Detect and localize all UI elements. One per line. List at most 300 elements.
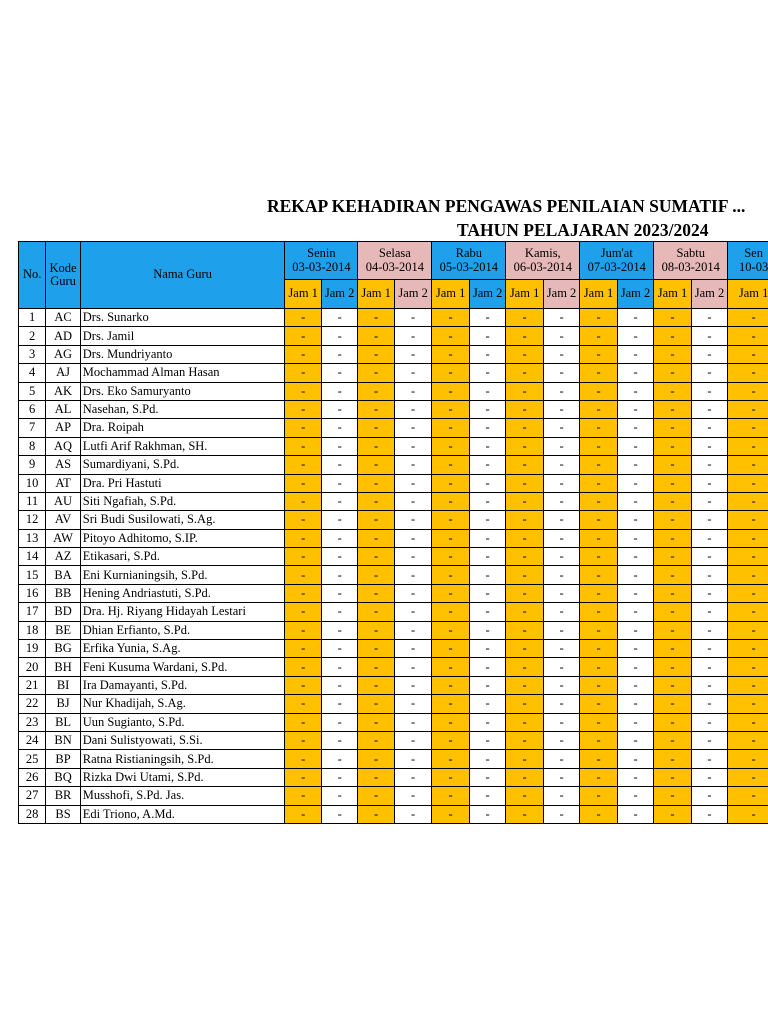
- day-date: 03-03-2014: [292, 259, 351, 274]
- attendance-cell: -: [432, 750, 469, 768]
- attendance-cell: -: [285, 345, 321, 363]
- attendance-cell: -: [394, 511, 432, 529]
- attendance-cell: -: [506, 492, 543, 510]
- attendance-cell: -: [506, 364, 543, 382]
- table-row: [19, 584, 768, 602]
- attendance-table-wrapper: [18, 241, 768, 831]
- attendance-cell: -: [543, 511, 579, 529]
- attendance-cell: -: [580, 621, 617, 639]
- attendance-cell: -: [654, 419, 691, 437]
- attendance-cell: -: [728, 345, 768, 363]
- attendance-cell: -: [691, 713, 727, 731]
- row-nama: Mochammad Alman Hasan: [80, 364, 285, 382]
- attendance-cell: -: [617, 382, 653, 400]
- attendance-cell: -: [543, 768, 579, 786]
- attendance-cell: -: [728, 529, 768, 547]
- attendance-cell: -: [728, 787, 768, 805]
- attendance-cell: -: [285, 437, 321, 455]
- attendance-cell: -: [469, 327, 505, 345]
- attendance-cell: -: [321, 805, 357, 823]
- attendance-cell: -: [654, 345, 691, 363]
- attendance-cell: -: [617, 695, 653, 713]
- jam-header-9: Jam 1: [580, 280, 617, 309]
- attendance-cell: -: [617, 511, 653, 529]
- table-row: [19, 713, 768, 731]
- row-kode: AT: [46, 474, 80, 492]
- attendance-cell: -: [358, 603, 394, 621]
- row-kode: AZ: [46, 548, 80, 566]
- attendance-cell: -: [469, 456, 505, 474]
- attendance-cell: -: [285, 658, 321, 676]
- attendance-cell: -: [543, 419, 579, 437]
- attendance-cell: -: [358, 768, 394, 786]
- attendance-cell: -: [469, 695, 505, 713]
- attendance-cell: -: [617, 456, 653, 474]
- attendance-cell: -: [321, 713, 357, 731]
- attendance-cell: -: [285, 768, 321, 786]
- table-row: [19, 768, 768, 786]
- attendance-cell: -: [358, 640, 394, 658]
- day-name: Sen: [744, 246, 763, 261]
- attendance-cell: -: [543, 529, 579, 547]
- attendance-cell: -: [285, 309, 321, 327]
- attendance-cell: -: [285, 400, 321, 418]
- jam-header-8: Jam 2: [543, 280, 579, 309]
- table-row: [19, 492, 768, 510]
- attendance-cell: -: [617, 640, 653, 658]
- attendance-cell: -: [580, 345, 617, 363]
- attendance-cell: -: [654, 548, 691, 566]
- row-kode: BB: [46, 584, 80, 602]
- attendance-cell: -: [617, 676, 653, 694]
- attendance-cell: -: [469, 750, 505, 768]
- attendance-cell: -: [432, 621, 469, 639]
- attendance-cell: -: [543, 327, 579, 345]
- table-row: [19, 621, 768, 639]
- attendance-cell: -: [728, 713, 768, 731]
- attendance-cell: -: [691, 731, 727, 749]
- attendance-cell: -: [432, 805, 469, 823]
- attendance-cell: -: [394, 400, 432, 418]
- attendance-cell: -: [543, 713, 579, 731]
- table-row: [19, 658, 768, 676]
- attendance-cell: -: [580, 456, 617, 474]
- attendance-cell: -: [432, 658, 469, 676]
- attendance-cell: -: [285, 640, 321, 658]
- attendance-cell: -: [728, 805, 768, 823]
- attendance-cell: -: [432, 456, 469, 474]
- attendance-cell: -: [543, 345, 579, 363]
- attendance-cell: -: [691, 768, 727, 786]
- row-kode: AV: [46, 511, 80, 529]
- jam-header-12: Jam 2: [691, 280, 727, 309]
- row-nama: Rizka Dwi Utami, S.Pd.: [80, 768, 285, 786]
- row-kode: BJ: [46, 695, 80, 713]
- attendance-cell: -: [654, 437, 691, 455]
- attendance-cell: -: [617, 400, 653, 418]
- attendance-cell: -: [285, 676, 321, 694]
- attendance-cell: -: [432, 548, 469, 566]
- attendance-cell: -: [506, 676, 543, 694]
- row-no: 20: [19, 658, 46, 676]
- row-no: 26: [19, 768, 46, 786]
- row-kode: AG: [46, 345, 80, 363]
- attendance-cell: -: [691, 805, 727, 823]
- attendance-cell: -: [580, 492, 617, 510]
- row-no: 21: [19, 676, 46, 694]
- attendance-cell: -: [506, 382, 543, 400]
- attendance-cell: -: [506, 419, 543, 437]
- attendance-cell: -: [432, 345, 469, 363]
- attendance-cell: -: [394, 364, 432, 382]
- attendance-cell: -: [728, 548, 768, 566]
- attendance-cell: -: [728, 640, 768, 658]
- attendance-cell: -: [358, 492, 394, 510]
- attendance-cell: -: [728, 768, 768, 786]
- attendance-cell: -: [654, 474, 691, 492]
- attendance-cell: -: [543, 492, 579, 510]
- attendance-cell: -: [321, 584, 357, 602]
- attendance-cell: -: [469, 548, 505, 566]
- row-kode: BP: [46, 750, 80, 768]
- jam-header-4: Jam 2: [394, 280, 432, 309]
- attendance-cell: -: [728, 750, 768, 768]
- row-kode: AW: [46, 529, 80, 547]
- row-kode: BH: [46, 658, 80, 676]
- attendance-cell: -: [654, 584, 691, 602]
- attendance-cell: -: [654, 731, 691, 749]
- attendance-cell: -: [469, 768, 505, 786]
- day-date: 05-03-2014: [439, 259, 498, 274]
- attendance-cell: -: [321, 511, 357, 529]
- attendance-cell: -: [285, 787, 321, 805]
- row-kode: AC: [46, 309, 80, 327]
- row-nama: Nasehan, S.Pd.: [80, 400, 285, 418]
- attendance-cell: -: [728, 621, 768, 639]
- attendance-cell: -: [543, 731, 579, 749]
- table-row: [19, 382, 768, 400]
- attendance-cell: -: [543, 309, 579, 327]
- row-kode: AS: [46, 456, 80, 474]
- attendance-cell: -: [358, 382, 394, 400]
- day-date: 10-03: [739, 259, 768, 274]
- attendance-cell: -: [469, 787, 505, 805]
- attendance-cell: -: [617, 731, 653, 749]
- attendance-cell: -: [617, 713, 653, 731]
- attendance-cell: -: [469, 345, 505, 363]
- attendance-cell: -: [580, 511, 617, 529]
- attendance-cell: -: [543, 566, 579, 584]
- attendance-cell: -: [728, 603, 768, 621]
- attendance-cell: -: [285, 529, 321, 547]
- attendance-cell: -: [580, 603, 617, 621]
- attendance-cell: -: [728, 566, 768, 584]
- attendance-cell: -: [285, 548, 321, 566]
- attendance-cell: -: [691, 566, 727, 584]
- attendance-cell: -: [321, 787, 357, 805]
- attendance-cell: -: [358, 658, 394, 676]
- attendance-cell: -: [654, 658, 691, 676]
- attendance-cell: -: [285, 750, 321, 768]
- attendance-cell: -: [506, 511, 543, 529]
- attendance-cell: -: [654, 327, 691, 345]
- attendance-cell: -: [580, 713, 617, 731]
- row-nama: Dhian Erfianto, S.Pd.: [80, 621, 285, 639]
- attendance-cell: -: [691, 640, 727, 658]
- attendance-cell: -: [285, 492, 321, 510]
- attendance-cell: -: [469, 437, 505, 455]
- header-no: No.: [19, 242, 46, 309]
- attendance-cell: -: [432, 695, 469, 713]
- attendance-cell: -: [394, 419, 432, 437]
- attendance-cell: -: [617, 768, 653, 786]
- attendance-cell: -: [321, 566, 357, 584]
- attendance-cell: -: [469, 621, 505, 639]
- header-kode-guru: [46, 242, 80, 309]
- attendance-cell: -: [728, 364, 768, 382]
- table-row: [19, 566, 768, 584]
- attendance-cell: -: [358, 437, 394, 455]
- attendance-cell: -: [543, 787, 579, 805]
- attendance-cell: -: [321, 345, 357, 363]
- attendance-cell: -: [654, 400, 691, 418]
- attendance-cell: -: [469, 511, 505, 529]
- attendance-cell: -: [543, 750, 579, 768]
- attendance-cell: -: [728, 731, 768, 749]
- attendance-cell: -: [321, 309, 357, 327]
- table-row: [19, 695, 768, 713]
- attendance-cell: -: [506, 474, 543, 492]
- attendance-cell: -: [580, 419, 617, 437]
- row-kode: BI: [46, 676, 80, 694]
- attendance-cell: -: [394, 676, 432, 694]
- attendance-cell: -: [321, 456, 357, 474]
- table-row: [19, 400, 768, 418]
- attendance-cell: -: [285, 621, 321, 639]
- attendance-cell: -: [394, 658, 432, 676]
- row-no: 9: [19, 456, 46, 474]
- attendance-table: [18, 241, 768, 824]
- attendance-cell: -: [394, 713, 432, 731]
- attendance-cell: -: [358, 584, 394, 602]
- attendance-cell: -: [580, 548, 617, 566]
- attendance-cell: -: [394, 787, 432, 805]
- attendance-cell: -: [654, 309, 691, 327]
- attendance-cell: -: [432, 676, 469, 694]
- row-no: 6: [19, 400, 46, 418]
- attendance-cell: -: [654, 695, 691, 713]
- attendance-cell: -: [691, 603, 727, 621]
- attendance-cell: -: [506, 566, 543, 584]
- attendance-cell: -: [358, 456, 394, 474]
- row-nama: Sri Budi Susilowati, S.Ag.: [80, 511, 285, 529]
- row-nama: Hening Andriastuti, S.Pd.: [80, 584, 285, 602]
- attendance-cell: -: [691, 529, 727, 547]
- attendance-cell: -: [506, 437, 543, 455]
- jam-header-2: Jam 2: [321, 280, 357, 309]
- attendance-cell: -: [321, 768, 357, 786]
- attendance-cell: -: [321, 695, 357, 713]
- table-row: [19, 345, 768, 363]
- row-no: 10: [19, 474, 46, 492]
- row-nama: Edi Triono, A.Md.: [80, 805, 285, 823]
- attendance-cell: -: [358, 695, 394, 713]
- row-no: 1: [19, 309, 46, 327]
- attendance-cell: -: [321, 327, 357, 345]
- attendance-cell: -: [617, 658, 653, 676]
- row-no: 27: [19, 787, 46, 805]
- attendance-cell: -: [394, 492, 432, 510]
- attendance-cell: -: [654, 364, 691, 382]
- attendance-cell: -: [432, 400, 469, 418]
- attendance-cell: -: [506, 309, 543, 327]
- attendance-cell: -: [543, 805, 579, 823]
- attendance-cell: -: [728, 327, 768, 345]
- attendance-cell: -: [358, 713, 394, 731]
- attendance-cell: -: [691, 309, 727, 327]
- attendance-cell: -: [321, 419, 357, 437]
- attendance-cell: -: [617, 548, 653, 566]
- attendance-cell: -: [469, 676, 505, 694]
- attendance-cell: -: [358, 327, 394, 345]
- attendance-cell: -: [321, 548, 357, 566]
- attendance-cell: -: [469, 713, 505, 731]
- attendance-cell: -: [617, 309, 653, 327]
- attendance-cell: -: [394, 437, 432, 455]
- row-nama: Etikasari, S.Pd.: [80, 548, 285, 566]
- attendance-cell: -: [394, 566, 432, 584]
- attendance-cell: -: [506, 695, 543, 713]
- attendance-cell: -: [617, 529, 653, 547]
- day-header-jumat: [580, 242, 654, 280]
- row-nama: Drs. Eko Samuryanto: [80, 382, 285, 400]
- row-kode: BD: [46, 603, 80, 621]
- attendance-cell: -: [580, 640, 617, 658]
- jam-header-10: Jam 2: [617, 280, 653, 309]
- attendance-cell: -: [543, 437, 579, 455]
- attendance-cell: -: [321, 400, 357, 418]
- attendance-cell: -: [321, 750, 357, 768]
- attendance-cell: -: [394, 731, 432, 749]
- attendance-cell: -: [580, 529, 617, 547]
- row-kode: AK: [46, 382, 80, 400]
- row-no: 14: [19, 548, 46, 566]
- row-nama: Ira Damayanti, S.Pd.: [80, 676, 285, 694]
- attendance-cell: -: [617, 584, 653, 602]
- table-body: [19, 309, 768, 824]
- day-header-selasa: [358, 242, 432, 280]
- attendance-cell: -: [617, 750, 653, 768]
- attendance-cell: -: [543, 364, 579, 382]
- attendance-cell: -: [358, 805, 394, 823]
- attendance-cell: -: [506, 640, 543, 658]
- attendance-cell: -: [728, 511, 768, 529]
- day-name: Jum'at: [600, 246, 633, 261]
- row-kode: BA: [46, 566, 80, 584]
- attendance-cell: -: [285, 474, 321, 492]
- row-nama: Feni Kusuma Wardani, S.Pd.: [80, 658, 285, 676]
- attendance-cell: -: [728, 584, 768, 602]
- attendance-cell: -: [691, 548, 727, 566]
- attendance-cell: -: [394, 327, 432, 345]
- attendance-cell: -: [691, 676, 727, 694]
- attendance-cell: -: [580, 437, 617, 455]
- table-row: [19, 529, 768, 547]
- row-kode: BL: [46, 713, 80, 731]
- attendance-cell: -: [580, 787, 617, 805]
- table-row: [19, 309, 768, 327]
- attendance-cell: -: [469, 492, 505, 510]
- attendance-cell: -: [285, 695, 321, 713]
- row-no: 11: [19, 492, 46, 510]
- attendance-cell: -: [654, 529, 691, 547]
- row-kode: BR: [46, 787, 80, 805]
- attendance-cell: -: [654, 382, 691, 400]
- attendance-cell: -: [543, 603, 579, 621]
- row-no: 24: [19, 731, 46, 749]
- attendance-cell: -: [654, 621, 691, 639]
- day-date: 04-03-2014: [365, 259, 425, 274]
- day-name: Kamis,: [524, 246, 561, 261]
- attendance-cell: -: [654, 768, 691, 786]
- attendance-cell: -: [358, 548, 394, 566]
- attendance-cell: -: [358, 621, 394, 639]
- attendance-cell: -: [691, 584, 727, 602]
- attendance-cell: -: [432, 640, 469, 658]
- attendance-cell: -: [654, 676, 691, 694]
- attendance-cell: -: [617, 364, 653, 382]
- header-nama-guru: Nama Guru: [80, 242, 285, 309]
- attendance-cell: -: [728, 492, 768, 510]
- attendance-cell: -: [617, 603, 653, 621]
- attendance-cell: -: [691, 345, 727, 363]
- attendance-cell: -: [691, 456, 727, 474]
- row-no: 7: [19, 419, 46, 437]
- attendance-cell: -: [506, 621, 543, 639]
- attendance-cell: -: [654, 566, 691, 584]
- row-no: 23: [19, 713, 46, 731]
- attendance-cell: -: [580, 695, 617, 713]
- attendance-cell: -: [691, 695, 727, 713]
- attendance-cell: -: [728, 658, 768, 676]
- row-nama: Uun Sugianto, S.Pd.: [80, 713, 285, 731]
- row-no: 17: [19, 603, 46, 621]
- day-header-senin: [285, 242, 358, 280]
- attendance-cell: -: [506, 713, 543, 731]
- attendance-cell: -: [432, 474, 469, 492]
- attendance-cell: -: [394, 640, 432, 658]
- attendance-cell: -: [432, 364, 469, 382]
- attendance-cell: -: [358, 787, 394, 805]
- row-no: 25: [19, 750, 46, 768]
- attendance-cell: -: [543, 548, 579, 566]
- attendance-cell: -: [469, 731, 505, 749]
- attendance-cell: -: [394, 529, 432, 547]
- day-date: 06-03-2014: [513, 259, 572, 274]
- attendance-cell: -: [654, 787, 691, 805]
- attendance-cell: -: [728, 437, 768, 455]
- attendance-cell: -: [543, 382, 579, 400]
- attendance-cell: -: [580, 382, 617, 400]
- row-nama: Drs. Mundriyanto: [80, 345, 285, 363]
- header-kode-line2: Guru: [50, 274, 76, 288]
- attendance-cell: -: [617, 787, 653, 805]
- attendance-cell: -: [543, 658, 579, 676]
- row-nama: Pitoyo Adhitomo, S.IP.: [80, 529, 285, 547]
- attendance-cell: -: [469, 566, 505, 584]
- day-name: Sabtu: [676, 246, 705, 261]
- row-nama: Dani Sulistyowati, S.Si.: [80, 731, 285, 749]
